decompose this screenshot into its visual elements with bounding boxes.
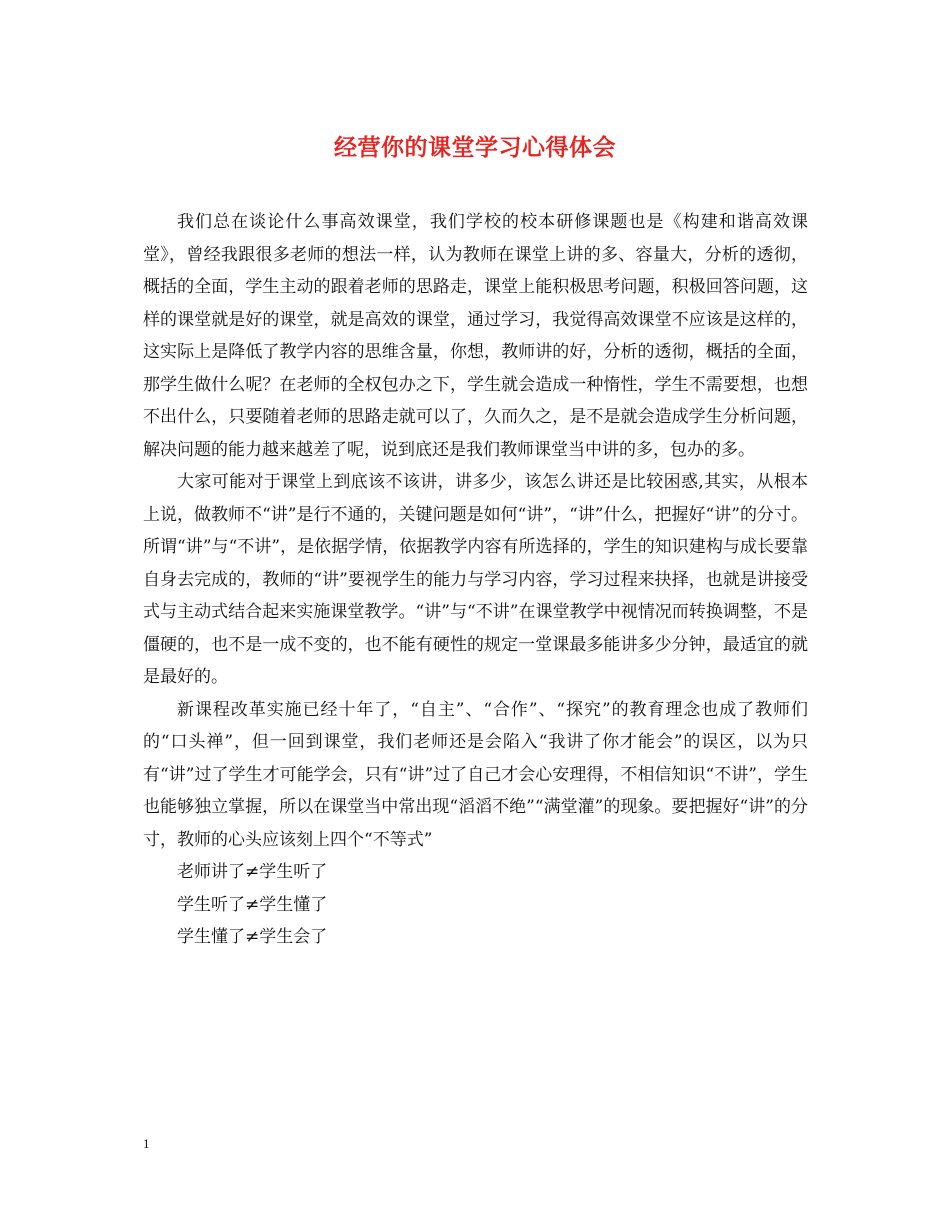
paragraph-2: 大家可能对于课堂上到底该不该讲，讲多少，该怎么讲还是比较困惑,其实，从根本上说，做教师不“讲”是行不通的，关键问题是如何“讲”，“讲”什么，把握好“讲”的分寸。所谓“讲”与“不讲”，是依据学情，依据教学内容有所选择的，学生的知识建构与成长要靠自身去完成的，教师的“讲”要视学生的能力与学习内容，学习过程来抉择，也就是讲接受式与主动式结合起来实施课堂教学。“讲”与“不讲”在课堂教学中视情况而转换调整，不是僵硬的，也不是一成不变的，也不能有硬性的规定一堂课最多能讲多少分钟，最适宜的就是最好的。	[143, 472, 808, 687]
inequality-line-2: 学生听了≠学生懂了	[177, 894, 328, 915]
document-body	[143, 206, 808, 954]
document-title: 经营你的课堂学习心得体会	[334, 134, 616, 161]
paragraph-3: 新课程改革实施已经十年了，“自主”、“合作”、“探究”的教育理念也成了教师们的“口头禅”，但一回到课堂，我们老师还是会陷入“我讲了你才能会”的误区，以为只有“讲”过了学生才可能学会，只有“讲”过了自己才会心安理得，不相信知识“不讲”，学生也能够独立掌握，所以在课堂当中常出现“滔滔不绝”“满堂灌”的现象。要把握好“讲”的分寸，教师的心头应该刻上四个“不等式”	[143, 699, 808, 850]
inequality-line-1: 老师讲了≠学生听了	[177, 862, 328, 882]
paragraph-1: 我们总在谈论什么事高效课堂，我们学校的校本研修课题也是《构建和谐高效课堂》，曾经我跟很多老师的想法一样，认为教师在课堂上讲的多、容量大，分析的透彻，概括的全面，学生主动的跟着老师的思路走，课堂上能积极思考问题，积极回答问题，这样的课堂就是好的课堂，就是高效的课堂，通过学习，我觉得高效课堂不应该是这样的，这实际上是降低了教学内容的思维含量，你想，教师讲的好，分析的透彻，概括的全面，那学生做什么呢？在老师的全权包办之下，学生就会造成一种惰性，学生不需要想，也想不出什么，只要随着老师的思路走就可以了，久而久之，是不是就会造成学生分析问题，解决问题的能力越来越差了呢，说到底还是我们教师课堂当中讲的多，包办的多。	[143, 212, 808, 460]
inequality-line-3: 学生懂了≠学生会了	[177, 927, 328, 947]
page-number: 1	[143, 1136, 150, 1151]
